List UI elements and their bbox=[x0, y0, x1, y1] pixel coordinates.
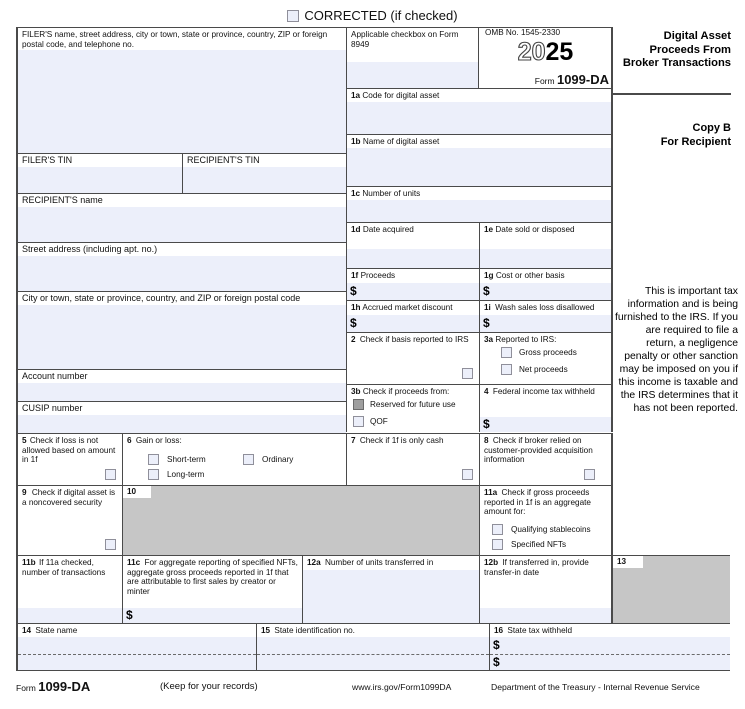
box-16-field[interactable] bbox=[489, 623, 730, 671]
corrected-label: CORRECTED (if checked) bbox=[304, 8, 458, 23]
box-11c-label: For aggregate reporting of specified NFTs, aggregate gross proceeds reported in 1f that are attributable to first sales by creator or minter bbox=[127, 558, 298, 596]
box-16-currency-2: $ bbox=[493, 655, 500, 669]
footer-form bbox=[16, 679, 90, 694]
box-2-number: 2 bbox=[351, 335, 356, 344]
box-9-number: 9 bbox=[22, 488, 27, 497]
box-3b-label: Check if proceeds from: bbox=[362, 387, 450, 396]
box-1b-field[interactable] bbox=[346, 134, 613, 186]
box-6-short-term-label: Short-term bbox=[167, 455, 206, 464]
box-9-label: Check if digital asset is a noncovered security bbox=[22, 488, 116, 507]
title-divider bbox=[613, 93, 731, 95]
tax-year-prefix: 20 bbox=[517, 38, 546, 66]
filer-tin-field[interactable] bbox=[16, 153, 182, 197]
box-3a-number: 3a bbox=[484, 335, 494, 344]
recipient-name-field[interactable] bbox=[16, 193, 346, 242]
recipient-note: This is important tax information and is being furnished to the IRS. If you are required to file a return, a negligence penalty or other sanction may be imposed on you if this income is taxable and the IRS determines that it has not been reported. bbox=[614, 286, 738, 414]
box-14-label: State name bbox=[35, 626, 78, 635]
box-9-checkbox[interactable] bbox=[105, 539, 116, 550]
box-7-field[interactable] bbox=[346, 433, 479, 485]
city-state-zip-label: City or town, state or province, country, and ZIP or foreign postal code bbox=[22, 293, 301, 303]
box-4-number: 4 bbox=[484, 387, 489, 396]
box-1f-number: 1f bbox=[351, 271, 359, 280]
footer-form-word: Form bbox=[16, 683, 36, 693]
tax-year-suffix: 25 bbox=[545, 38, 574, 66]
box-1c-number: 1c bbox=[351, 189, 361, 198]
box-1c-field[interactable] bbox=[346, 186, 613, 222]
box-2-checkbox[interactable] bbox=[462, 368, 473, 379]
box-1e-number: 1e bbox=[484, 225, 494, 234]
copy-sublabel: For Recipient bbox=[660, 136, 731, 148]
footer-url[interactable]: www.irs.gov/Form1099DA bbox=[352, 682, 452, 692]
box-10-number: 10 bbox=[127, 487, 137, 496]
box-3b-number: 3b bbox=[351, 387, 361, 396]
box-11b-number: 11b bbox=[22, 558, 36, 567]
tax-year bbox=[478, 38, 613, 67]
box-12b-field[interactable] bbox=[479, 555, 613, 623]
box-11a-number: 11a bbox=[484, 488, 498, 497]
box-2-field[interactable] bbox=[346, 332, 479, 384]
box-6-short-term-checkbox[interactable] bbox=[148, 454, 159, 465]
form-title: Digital Asset Proceeds From Broker Transactions bbox=[622, 30, 731, 69]
box-13-number: 13 bbox=[617, 557, 627, 566]
box-1d-field[interactable] bbox=[346, 222, 479, 268]
cusip-number-field[interactable] bbox=[16, 401, 346, 433]
street-address-label: Street address (including apt. no.) bbox=[22, 244, 158, 254]
box-11a-qualifying-stablecoins-checkbox[interactable] bbox=[492, 524, 503, 535]
corrected-row bbox=[0, 8, 745, 23]
box-11c-field[interactable] bbox=[122, 555, 302, 623]
box-11c-currency: $ bbox=[126, 608, 133, 622]
box-1e-field[interactable] bbox=[479, 222, 613, 268]
box-15-field[interactable] bbox=[256, 623, 489, 671]
box-16-currency-1: $ bbox=[493, 638, 500, 652]
box-11a-specified-nfts-label: Specified NFTs bbox=[511, 540, 567, 549]
cusip-number-label: CUSIP number bbox=[22, 403, 83, 413]
box-3b-qof-label: QOF bbox=[370, 417, 388, 426]
box-7-number: 7 bbox=[351, 436, 356, 445]
box-6-number: 6 bbox=[127, 436, 132, 445]
footer-department: Department of the Treasury - Internal Revenue Service bbox=[491, 682, 700, 692]
box-1f-field[interactable] bbox=[346, 268, 479, 300]
footer-keep-note: (Keep for your records) bbox=[160, 681, 258, 692]
box-16-label: State tax withheld bbox=[507, 626, 573, 635]
box-11a-specified-nfts-checkbox[interactable] bbox=[492, 539, 503, 550]
box-2-label: Check if basis reported to IRS bbox=[359, 335, 469, 344]
box-3b-reserved-checkbox bbox=[353, 399, 364, 410]
city-state-zip-field[interactable] bbox=[16, 291, 346, 369]
box-11c-number: 11c bbox=[127, 558, 141, 567]
form-number-header bbox=[478, 72, 609, 87]
box-12b-number: 12b bbox=[484, 558, 499, 567]
box-11a-label: Check if gross proceeds reported in 1f is an aggregate amount for: bbox=[484, 488, 591, 517]
box-1a-field[interactable] bbox=[346, 88, 613, 134]
box-1i-currency: $ bbox=[483, 316, 490, 330]
account-number-field[interactable] bbox=[16, 369, 346, 401]
box-3a-net-proceeds-label: Net proceeds bbox=[519, 365, 568, 374]
box-1d-label: Date acquired bbox=[362, 225, 414, 234]
box-5-field[interactable] bbox=[16, 433, 122, 485]
box-1g-number: 1g bbox=[484, 271, 494, 280]
box-11b-label: If 11a checked, number of transactions bbox=[22, 558, 106, 577]
form-number: 1099-DA bbox=[556, 72, 609, 87]
box-9-field[interactable] bbox=[16, 485, 122, 555]
copy-label: Copy B bbox=[692, 122, 731, 134]
box-3a-label: Reported to IRS: bbox=[495, 335, 557, 344]
box-3a-field[interactable] bbox=[479, 332, 613, 384]
box-1h-field[interactable] bbox=[346, 300, 479, 332]
street-address-field[interactable] bbox=[16, 242, 346, 291]
box-12a-number: 12a bbox=[307, 558, 321, 567]
box-10-field bbox=[122, 485, 479, 555]
box-1i-label: Wash sales loss disallowed bbox=[495, 303, 595, 312]
box-3a-gross-proceeds-checkbox[interactable] bbox=[501, 347, 512, 358]
box-1d-number: 1d bbox=[351, 225, 361, 234]
box-11b-field[interactable] bbox=[16, 555, 122, 623]
box-5-checkbox[interactable] bbox=[105, 469, 116, 480]
box-4-label: Federal income tax withheld bbox=[492, 387, 595, 396]
box-1b-label: Name of digital asset bbox=[362, 137, 440, 146]
recipient-name-label: RECIPIENT'S name bbox=[22, 195, 103, 205]
corrected-checkbox[interactable] bbox=[287, 10, 299, 22]
box-1h-currency: $ bbox=[350, 316, 357, 330]
form-word: Form bbox=[534, 76, 555, 86]
box-1g-currency: $ bbox=[483, 284, 490, 298]
filer-name-address-field[interactable] bbox=[16, 28, 346, 153]
box-12a-label: Number of units transferred in bbox=[324, 558, 434, 567]
box-1c-label: Number of units bbox=[362, 189, 421, 198]
box-15-number: 15 bbox=[261, 626, 271, 635]
box-12a-field[interactable] bbox=[302, 555, 479, 623]
box-6-long-term-label: Long-term bbox=[167, 470, 205, 479]
box-6-long-term-checkbox[interactable] bbox=[148, 469, 159, 480]
form-8949-checkbox-field[interactable] bbox=[346, 28, 478, 88]
box-15-label: State identification no. bbox=[274, 626, 355, 635]
box-1h-number: 1h bbox=[351, 303, 361, 312]
box-16-number: 16 bbox=[494, 626, 504, 635]
box-1a-number: 1a bbox=[351, 91, 361, 100]
box-6-ordinary-label: Ordinary bbox=[262, 455, 294, 464]
box-3b-qof-checkbox[interactable] bbox=[353, 416, 364, 427]
box-11a-qualifying-stablecoins-label: Qualifying stablecoins bbox=[511, 525, 591, 534]
filer-tin-label: FILER'S TIN bbox=[22, 155, 73, 165]
form-footer bbox=[0, 678, 745, 696]
box-1i-number: 1i bbox=[484, 303, 491, 312]
footer-form-number: 1099-DA bbox=[38, 679, 91, 694]
filer-name-address-label: FILER'S name, street address, city or town, state or province, country, ZIP or foreign postal code, and telephone no. bbox=[22, 30, 328, 49]
box-8-number: 8 bbox=[484, 436, 489, 445]
box-8-field[interactable] bbox=[479, 433, 613, 485]
box-4-field[interactable] bbox=[479, 384, 613, 432]
box-7-label: Check if 1f is only cash bbox=[359, 436, 444, 445]
box-11a-field[interactable] bbox=[479, 485, 613, 555]
box-1b-number: 1b bbox=[351, 137, 361, 146]
box-6-ordinary-checkbox[interactable] bbox=[243, 454, 254, 465]
box-1f-label: Proceeds bbox=[360, 271, 396, 280]
box-14-field[interactable] bbox=[16, 623, 256, 671]
box-1i-field[interactable] bbox=[479, 300, 613, 332]
box-6-field[interactable] bbox=[122, 433, 346, 485]
recipient-tin-field[interactable] bbox=[182, 153, 346, 197]
recipient-tin-label: RECIPIENT'S TIN bbox=[187, 155, 260, 165]
box-3a-net-proceeds-checkbox[interactable] bbox=[501, 364, 512, 375]
box-14-number: 14 bbox=[22, 626, 32, 635]
box-8-label: Check if broker relied on customer-provided acquisition information bbox=[484, 436, 593, 465]
box-1g-field[interactable] bbox=[479, 268, 613, 300]
form-8949-label: Applicable checkbox on Form 8949 bbox=[351, 30, 459, 49]
box-12b-label: If transferred in, provide transfer-in date bbox=[484, 558, 589, 577]
box-3b-reserved-label: Reserved for future use bbox=[370, 400, 456, 409]
box-5-label: Check if loss is not allowed based on amount in 1f bbox=[22, 436, 116, 465]
omb-number: OMB No. 1545-2330 bbox=[485, 28, 561, 37]
box-1h-label: Accrued market discount bbox=[362, 303, 453, 312]
box-3a-gross-proceeds-label: Gross proceeds bbox=[519, 348, 577, 357]
box-4-currency: $ bbox=[483, 417, 490, 431]
box-3b-field[interactable] bbox=[346, 384, 479, 432]
box-1e-label: Date sold or disposed bbox=[495, 225, 575, 234]
box-8-checkbox[interactable] bbox=[584, 469, 595, 480]
box-6-label: Gain or loss: bbox=[135, 436, 182, 445]
account-number-label: Account number bbox=[22, 371, 88, 381]
box-1g-label: Cost or other basis bbox=[495, 271, 565, 280]
box-1f-currency: $ bbox=[350, 284, 357, 298]
box-7-checkbox[interactable] bbox=[462, 469, 473, 480]
box-1a-label: Code for digital asset bbox=[362, 91, 440, 100]
box-13-field bbox=[613, 555, 730, 623]
box-5-number: 5 bbox=[22, 436, 27, 445]
